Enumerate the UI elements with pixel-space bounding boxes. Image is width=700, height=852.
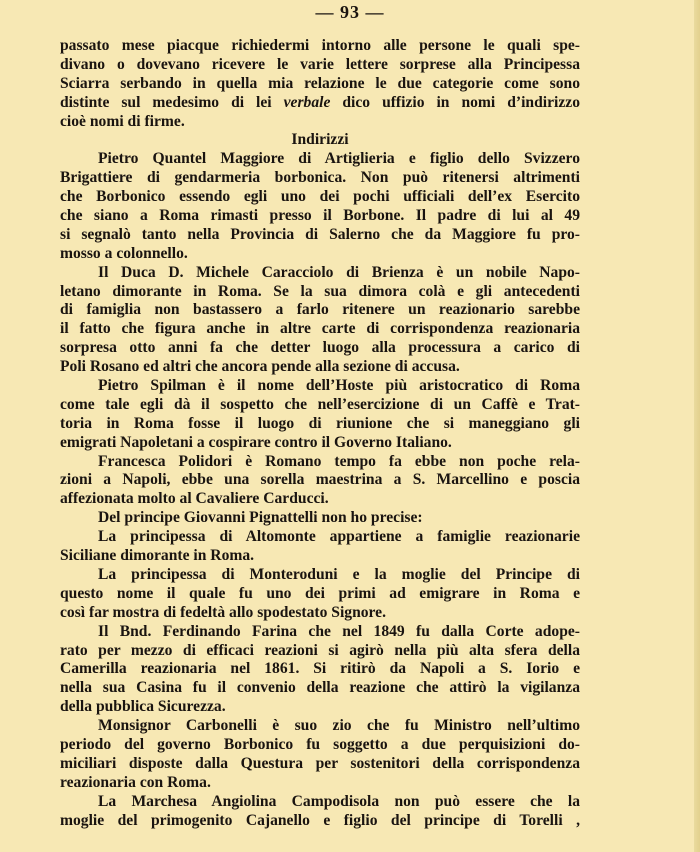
text-line: Camerilla reazionaria nel 1861. Si ritirò da Napoli a S. Iorio e	[60, 660, 580, 678]
text-line: divano o dovevano ricevere le varie lettere sorprese alla Principessa	[60, 55, 580, 73]
text-line: Francesca Polidori è Romano tempo fa ebbe non poche rela-	[98, 452, 580, 470]
text-line: questo nome il quale fu uno dei primi ad emigrare in Roma e	[60, 584, 580, 602]
text-line: moglie del primogenito Cajanello e figlio del principe di Torelli ,	[60, 811, 580, 829]
text-line: Brigattiere di gendarmeria borbonica. Non può ritenersi altrimenti	[60, 169, 580, 187]
text-line: si segnalò tanto nella Provincia di Salerno che da Maggiore fu pro-	[60, 225, 580, 243]
page-number: — 93 —	[315, 2, 385, 22]
text-line: La Marchesa Angiolina Campodisola non può essere che la	[98, 792, 580, 810]
text-line: sorpresa otto anni fa che detter luogo alla processura a carico di	[60, 339, 580, 357]
text-line: Indirizzi	[291, 131, 349, 149]
text-line: affezionata molto al Cavaliere Carducci.	[60, 490, 329, 508]
text-line: Monsignor Carbonelli è suo zio che fu Ministro nell’ultimo	[98, 717, 580, 735]
text-line: che Borbonico essendo egli uno dei pochi ufficiali dell’ex Esercito	[60, 188, 580, 206]
page-edge	[694, 0, 700, 852]
text-line: passato mese piacque richiedermi intorno alle persone le quali spe-	[60, 37, 580, 54]
text-line: della pubblica Sicurezza.	[60, 698, 226, 716]
text-line: distinte sul medesimo di lei verbale dico uffizio in nomi d’indirizzo	[60, 93, 580, 111]
text-line: Poli Rosano ed altri che ancora pende alla sezione di accusa.	[60, 358, 460, 376]
text-line: che siano a Roma rimasti presso il Borbone. Il padre di lui al 49	[60, 207, 580, 225]
text-line: mosso a colonnello.	[60, 244, 188, 262]
text-line: Siciliane dimorante in Roma.	[60, 547, 255, 565]
text-line: reazionaria con Roma.	[60, 773, 211, 791]
text-line: Del principe Giovanni Pignattelli non ho precise:	[98, 509, 423, 527]
text-line: letano dimorante in Roma. Se la sua dimora colà e gli antecedenti	[60, 282, 580, 300]
text-line: zioni a Napoli, ebbe una sorella maestrina a S. Marcellino e poscia	[60, 471, 580, 489]
text-line: il fatto che figura anche in altre carte di corrispondenza reazionaria	[60, 320, 580, 338]
text-line: di famiglia non bastassero a farlo ritenere un reazionario sarebbe	[60, 301, 580, 319]
text-line: miciliari disposte dalla Questura per sostenitori della corrispondenza	[60, 754, 580, 772]
text-line: Sciarra serbando in quella mia relazione le due categorie come sono	[60, 74, 580, 92]
text-line: Pietro Spilman è il nome dell’Hoste più aristocratico di Roma	[98, 377, 580, 395]
text-line: nella sua Casina fu il convenio della reazione che attirò la vigilanza	[60, 679, 580, 697]
body-text	[60, 37, 580, 830]
text-line: La principessa di Altomonte appartiene a famiglie reazionarie	[98, 528, 580, 546]
text-line: periodo del governo Borbonico fu soggetto a due perquisizioni do-	[60, 735, 580, 753]
text-line: cioè nomi di firme.	[60, 112, 185, 130]
text-line: La principessa di Monteroduni e la moglie del Principe di	[98, 565, 580, 583]
text-line: rato per mezzo di efficaci reazioni si agirò nella più alta sfera della	[60, 641, 580, 659]
text-line: come tale egli dà il sospetto che nell’esercizione di un Caffè e Trat-	[60, 395, 580, 413]
text-line: emigrati Napoletani a cospirare contro il Governo Italiano.	[60, 433, 452, 451]
text-line: toria in Roma fosse il luogo di riunione che si maneggiano gli	[60, 414, 580, 432]
text-line: Il Bnd. Ferdinando Farina che nel 1849 fu dalla Corte adope-	[98, 622, 580, 640]
text-line: Il Duca D. Michele Caracciolo di Brienza è un nobile Napo-	[98, 263, 580, 281]
text-line: così far mostra di fedeltà allo spodestato Signore.	[60, 603, 387, 621]
text-line: Pietro Quantel Maggiore di Artiglieria e figlio dello Svizzero	[98, 150, 580, 168]
